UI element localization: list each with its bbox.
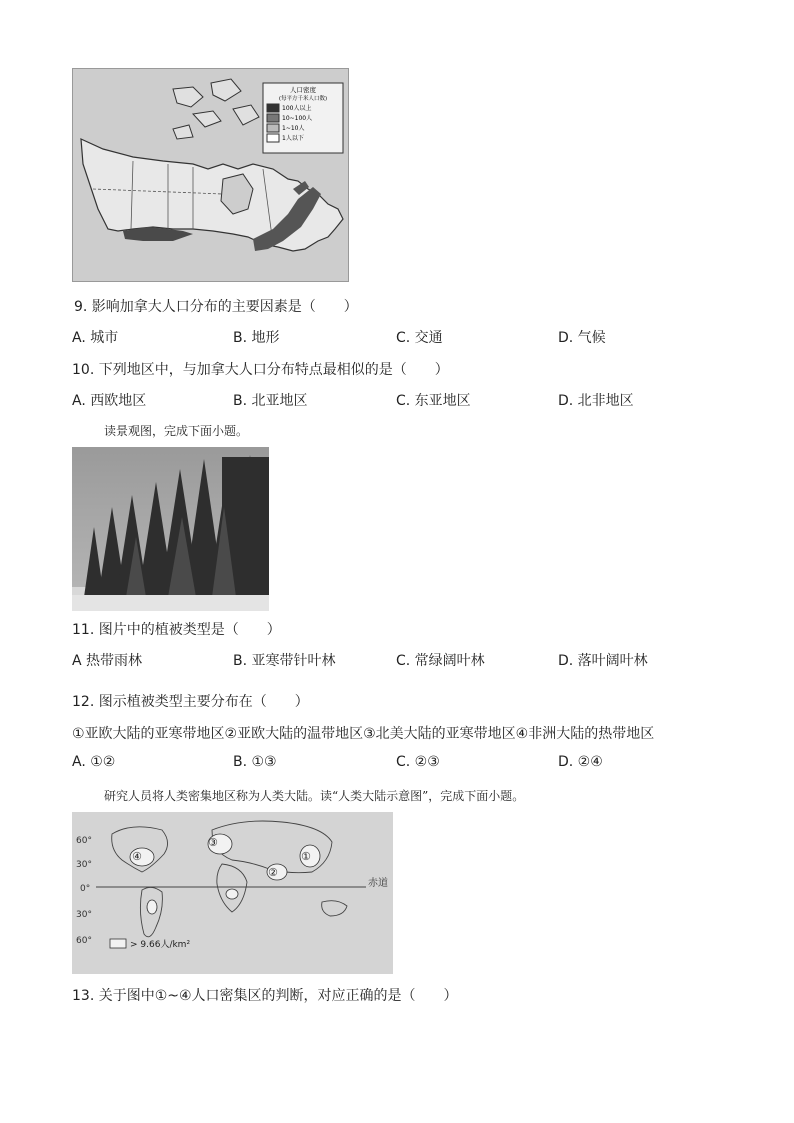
question-10-option-b[interactable]: B. 北亚地区 [233, 393, 308, 409]
question-11-option-b[interactable]: B. 亚寒带针叶林 [233, 653, 336, 669]
question-9-option-c[interactable]: C. 交通 [396, 330, 443, 346]
question-9-stem: 9. 影响加拿大人口分布的主要因素是（ ） [74, 299, 358, 315]
equator-label: 赤道 [368, 878, 388, 889]
intro-landscape: 读景观图，完成下面小题。 [104, 424, 249, 438]
svg-text:(每平方千米人口数): (每平方千米人口数) [278, 96, 328, 102]
intro-human-continent: 研究人员将人类密集地区称为人类大陆。读“人类大陆示意图”，完成下面小题。 [104, 789, 525, 803]
svg-text:1人以下: 1人以下 [282, 135, 304, 142]
lat-label-0: 0° [80, 884, 91, 894]
human-continent-map [72, 812, 393, 974]
question-10-option-a[interactable]: A. 西欧地区 [72, 393, 147, 409]
lat-label-30n: 30° [76, 860, 92, 870]
question-9-option-a[interactable]: A. 城市 [72, 330, 119, 346]
question-10-stem: 10. 下列地区中，与加拿大人口分布特点最相似的是（ ） [72, 362, 449, 378]
question-9-option-b[interactable]: B. 地形 [233, 330, 280, 346]
question-12-option-a[interactable]: A. ①② [72, 754, 116, 770]
question-9-option-d[interactable]: D. 气候 [558, 330, 606, 346]
svg-text:1~10人: 1~10人 [282, 125, 305, 132]
lat-label-60s: 60° [76, 936, 92, 946]
region-label-1: ① [301, 850, 311, 863]
forest-svg [72, 447, 269, 611]
lat-label-60n: 60° [76, 836, 92, 846]
question-11-option-c[interactable]: C. 常绿阔叶林 [396, 653, 485, 669]
lat-label-30s: 30° [76, 910, 92, 920]
conifer-forest-photo [72, 447, 269, 611]
question-12-option-d[interactable]: D. ②④ [558, 754, 603, 770]
question-12-statement: ①亚欧大陆的亚寒带地区②亚欧大陆的温带地区③北美大陆的亚寒带地区④非洲大陆的热带地区 [72, 726, 655, 742]
legend-label: > 9.66人/km² [130, 940, 191, 950]
world-map-svg [72, 812, 393, 974]
question-10-option-d[interactable]: D. 北非地区 [558, 393, 634, 409]
svg-text:10~100人: 10~100人 [282, 115, 313, 122]
question-12-option-b[interactable]: B. ①③ [233, 754, 277, 770]
question-13-stem: 13. 关于图中①~④人口密集区的判断，对应正确的是（ ） [72, 988, 458, 1004]
region-label-4: ④ [132, 850, 142, 863]
question-11-option-d[interactable]: D. 落叶阔叶林 [558, 653, 648, 669]
legend-swatch [110, 939, 126, 948]
svg-text:人口密度: 人口密度 [290, 86, 316, 94]
density-legend [263, 83, 343, 153]
question-12-option-c[interactable]: C. ②③ [396, 754, 440, 770]
region-label-3: ③ [208, 836, 218, 849]
question-10-option-c[interactable]: C. 东亚地区 [396, 393, 471, 409]
question-11-option-a[interactable]: A 热带雨林 [72, 653, 143, 669]
canada-population-map [72, 68, 349, 282]
region-label-2: ② [268, 866, 278, 879]
question-12-stem: 12. 图示植被类型主要分布在（ ） [72, 694, 309, 710]
svg-text:100人以上: 100人以上 [282, 105, 312, 112]
canada-map-svg [73, 69, 349, 282]
question-11-stem: 11. 图片中的植被类型是（ ） [72, 622, 281, 638]
